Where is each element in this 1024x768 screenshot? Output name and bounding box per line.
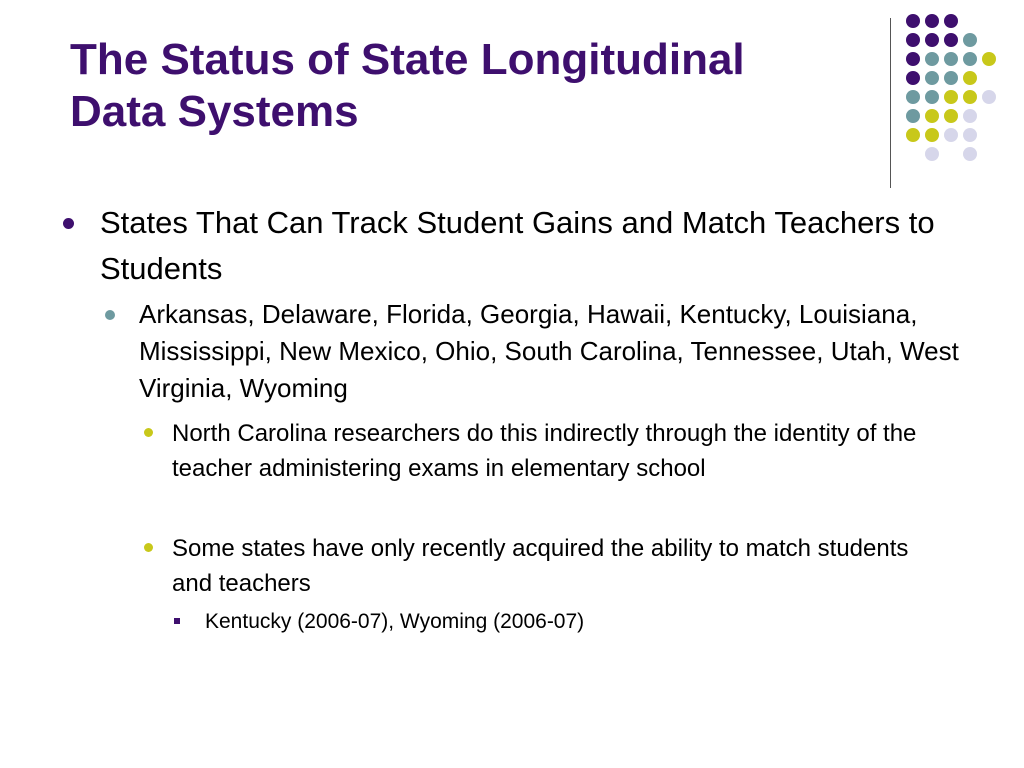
round-bullet-icon [63, 218, 74, 229]
title-line-1: The Status of State Longitudinal [70, 35, 745, 84]
bullet-level-3-recent [172, 531, 952, 601]
bullet-level-3-north-carolina [172, 416, 952, 486]
round-bullet-icon [144, 543, 153, 552]
bullet-level-1 [100, 200, 940, 292]
round-bullet-icon [105, 310, 115, 320]
title-line-2: Data Systems [70, 87, 359, 136]
bullet-level-2-text: Arkansas, Delaware, Florida, Georgia, Hawaii, Kentucky, Louisiana, Mississippi, New Mexico, Ohio, South Carolina, Tennessee, Utah, West Virginia, Wyoming [139, 299, 959, 403]
round-bullet-icon [144, 428, 153, 437]
bullet-level-4-text: Kentucky (2006-07), Wyoming (2006-07) [205, 610, 585, 633]
bullet-level-4 [205, 606, 925, 638]
bullet-level-3-text: North Carolina researchers do this indirectly through the identity of the teacher administering exams in elementary school [172, 420, 917, 482]
bullet-level-3-text: Some states have only recently acquired the ability to match students and teachers [172, 535, 909, 597]
bullet-level-1-text: States That Can Track Student Gains and Match Teachers to Students [100, 205, 935, 286]
bullet-level-2 [139, 296, 969, 407]
square-bullet-icon [174, 618, 180, 624]
